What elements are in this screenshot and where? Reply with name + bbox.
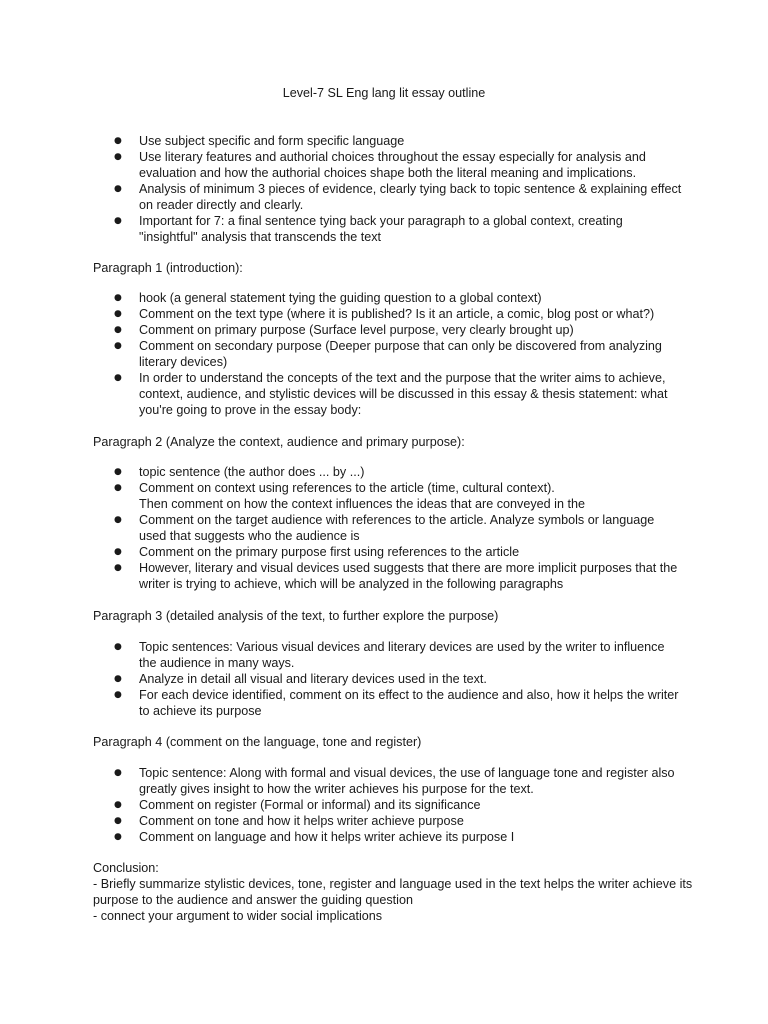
list-item: ● Topic sentences: Various visual devices and literary devices are used by the writer to influence the audience in many ways. — [0, 639, 768, 671]
paragraph3-list — [0, 639, 768, 719]
list-item: ● Comment on register (Formal or informal) and its significance — [0, 797, 768, 813]
paragraph2-list — [0, 464, 768, 592]
conclusion-heading: Conclusion: — [93, 861, 159, 875]
list-item: ● However, literary and visual devices used suggests that there are more implicit purposes that the writer is trying to achieve, which will be analyzed in the following paragraphs — [0, 560, 768, 592]
paragraph4-heading: Paragraph 4 (comment on the language, tone and register) — [93, 735, 422, 749]
list-item — [0, 480, 768, 512]
list-item: ● Topic sentence: Along with formal and visual devices, the use of language tone and register also greatly gives insight to how the writer achieves his purpose for the text. — [0, 765, 768, 797]
list-item: ● Analyze in detail all visual and literary devices used in the text. — [0, 671, 768, 687]
paragraph2-section — [0, 464, 768, 592]
conclusion-line: - connect your argument to wider social implications — [93, 909, 383, 923]
document-title: Level-7 SL Eng lang lit essay outline — [282, 86, 486, 100]
list-item: ● Comment on the text type (where it is published? Is it an article, a comic, blog post or what?) — [0, 306, 768, 322]
paragraph2-heading: Paragraph 2 (Analyze the context, audience and primary purpose): — [93, 435, 465, 449]
conclusion-section — [93, 860, 693, 924]
paragraph3-heading: Paragraph 3 (detailed analysis of the text, to further explore the purpose) — [93, 609, 499, 623]
list-item: ● Important for 7: a final sentence tying back your paragraph to a global context, creating "insightful" analysis that transcends the text — [0, 213, 768, 245]
list-item: ● Comment on tone and how it helps writer achieve purpose — [0, 813, 768, 829]
list-item-line: Then comment on how the context influences the ideas that are conveyed in the — [139, 497, 585, 511]
list-item: ● Comment on language and how it helps writer achieve its purpose I — [0, 829, 768, 845]
general-points-section — [0, 133, 768, 245]
list-item-line: Comment on context using references to the article (time, cultural context). — [139, 481, 555, 495]
paragraph4-list — [0, 765, 768, 845]
paragraph1-heading: Paragraph 1 (introduction): — [93, 261, 243, 275]
list-item: ● Use subject specific and form specific language — [0, 133, 768, 149]
paragraph1-list — [0, 290, 768, 418]
list-item: ● Comment on primary purpose (Surface level purpose, very clearly brought up) — [0, 322, 768, 338]
general-points-list — [0, 133, 768, 245]
list-item: ● Use literary features and authorial choices throughout the essay especially for analysis and evaluation and how the authorial choices shape both the literal meaning and implications. — [0, 149, 768, 181]
list-item: ● Comment on the target audience with references to the article. Analyze symbols or language used that suggests who the audience is — [0, 512, 768, 544]
list-item: ● Analysis of minimum 3 pieces of evidence, clearly tying back to topic sentence & explaining effect on reader directly and clearly. — [0, 181, 768, 213]
conclusion-line: - Briefly summarize stylistic devices, tone, register and language used in the text helps the writer achieve its purpose to the audience and answer the guiding question — [93, 877, 693, 907]
list-item: ● Comment on the primary purpose first using references to the article — [0, 544, 768, 560]
list-item: ● In order to understand the concepts of the text and the purpose that the writer aims to achieve, context, audience, and stylistic devices will be discussed in this essay & thesis statement: what you're going to prove in the essay body: — [0, 370, 768, 418]
paragraph1-section — [0, 290, 768, 418]
paragraph4-section — [0, 765, 768, 845]
list-item: ● Comment on secondary purpose (Deeper purpose that can only be discovered from analyzing literary devices) — [0, 338, 768, 370]
list-item: ● topic sentence (the author does ... by ...) — [0, 464, 768, 480]
list-item: ● For each device identified, comment on its effect to the audience and also, how it helps the writer to achieve its purpose — [0, 687, 768, 719]
list-item: ● hook (a general statement tying the guiding question to a global context) — [0, 290, 768, 306]
paragraph3-section — [0, 639, 768, 719]
